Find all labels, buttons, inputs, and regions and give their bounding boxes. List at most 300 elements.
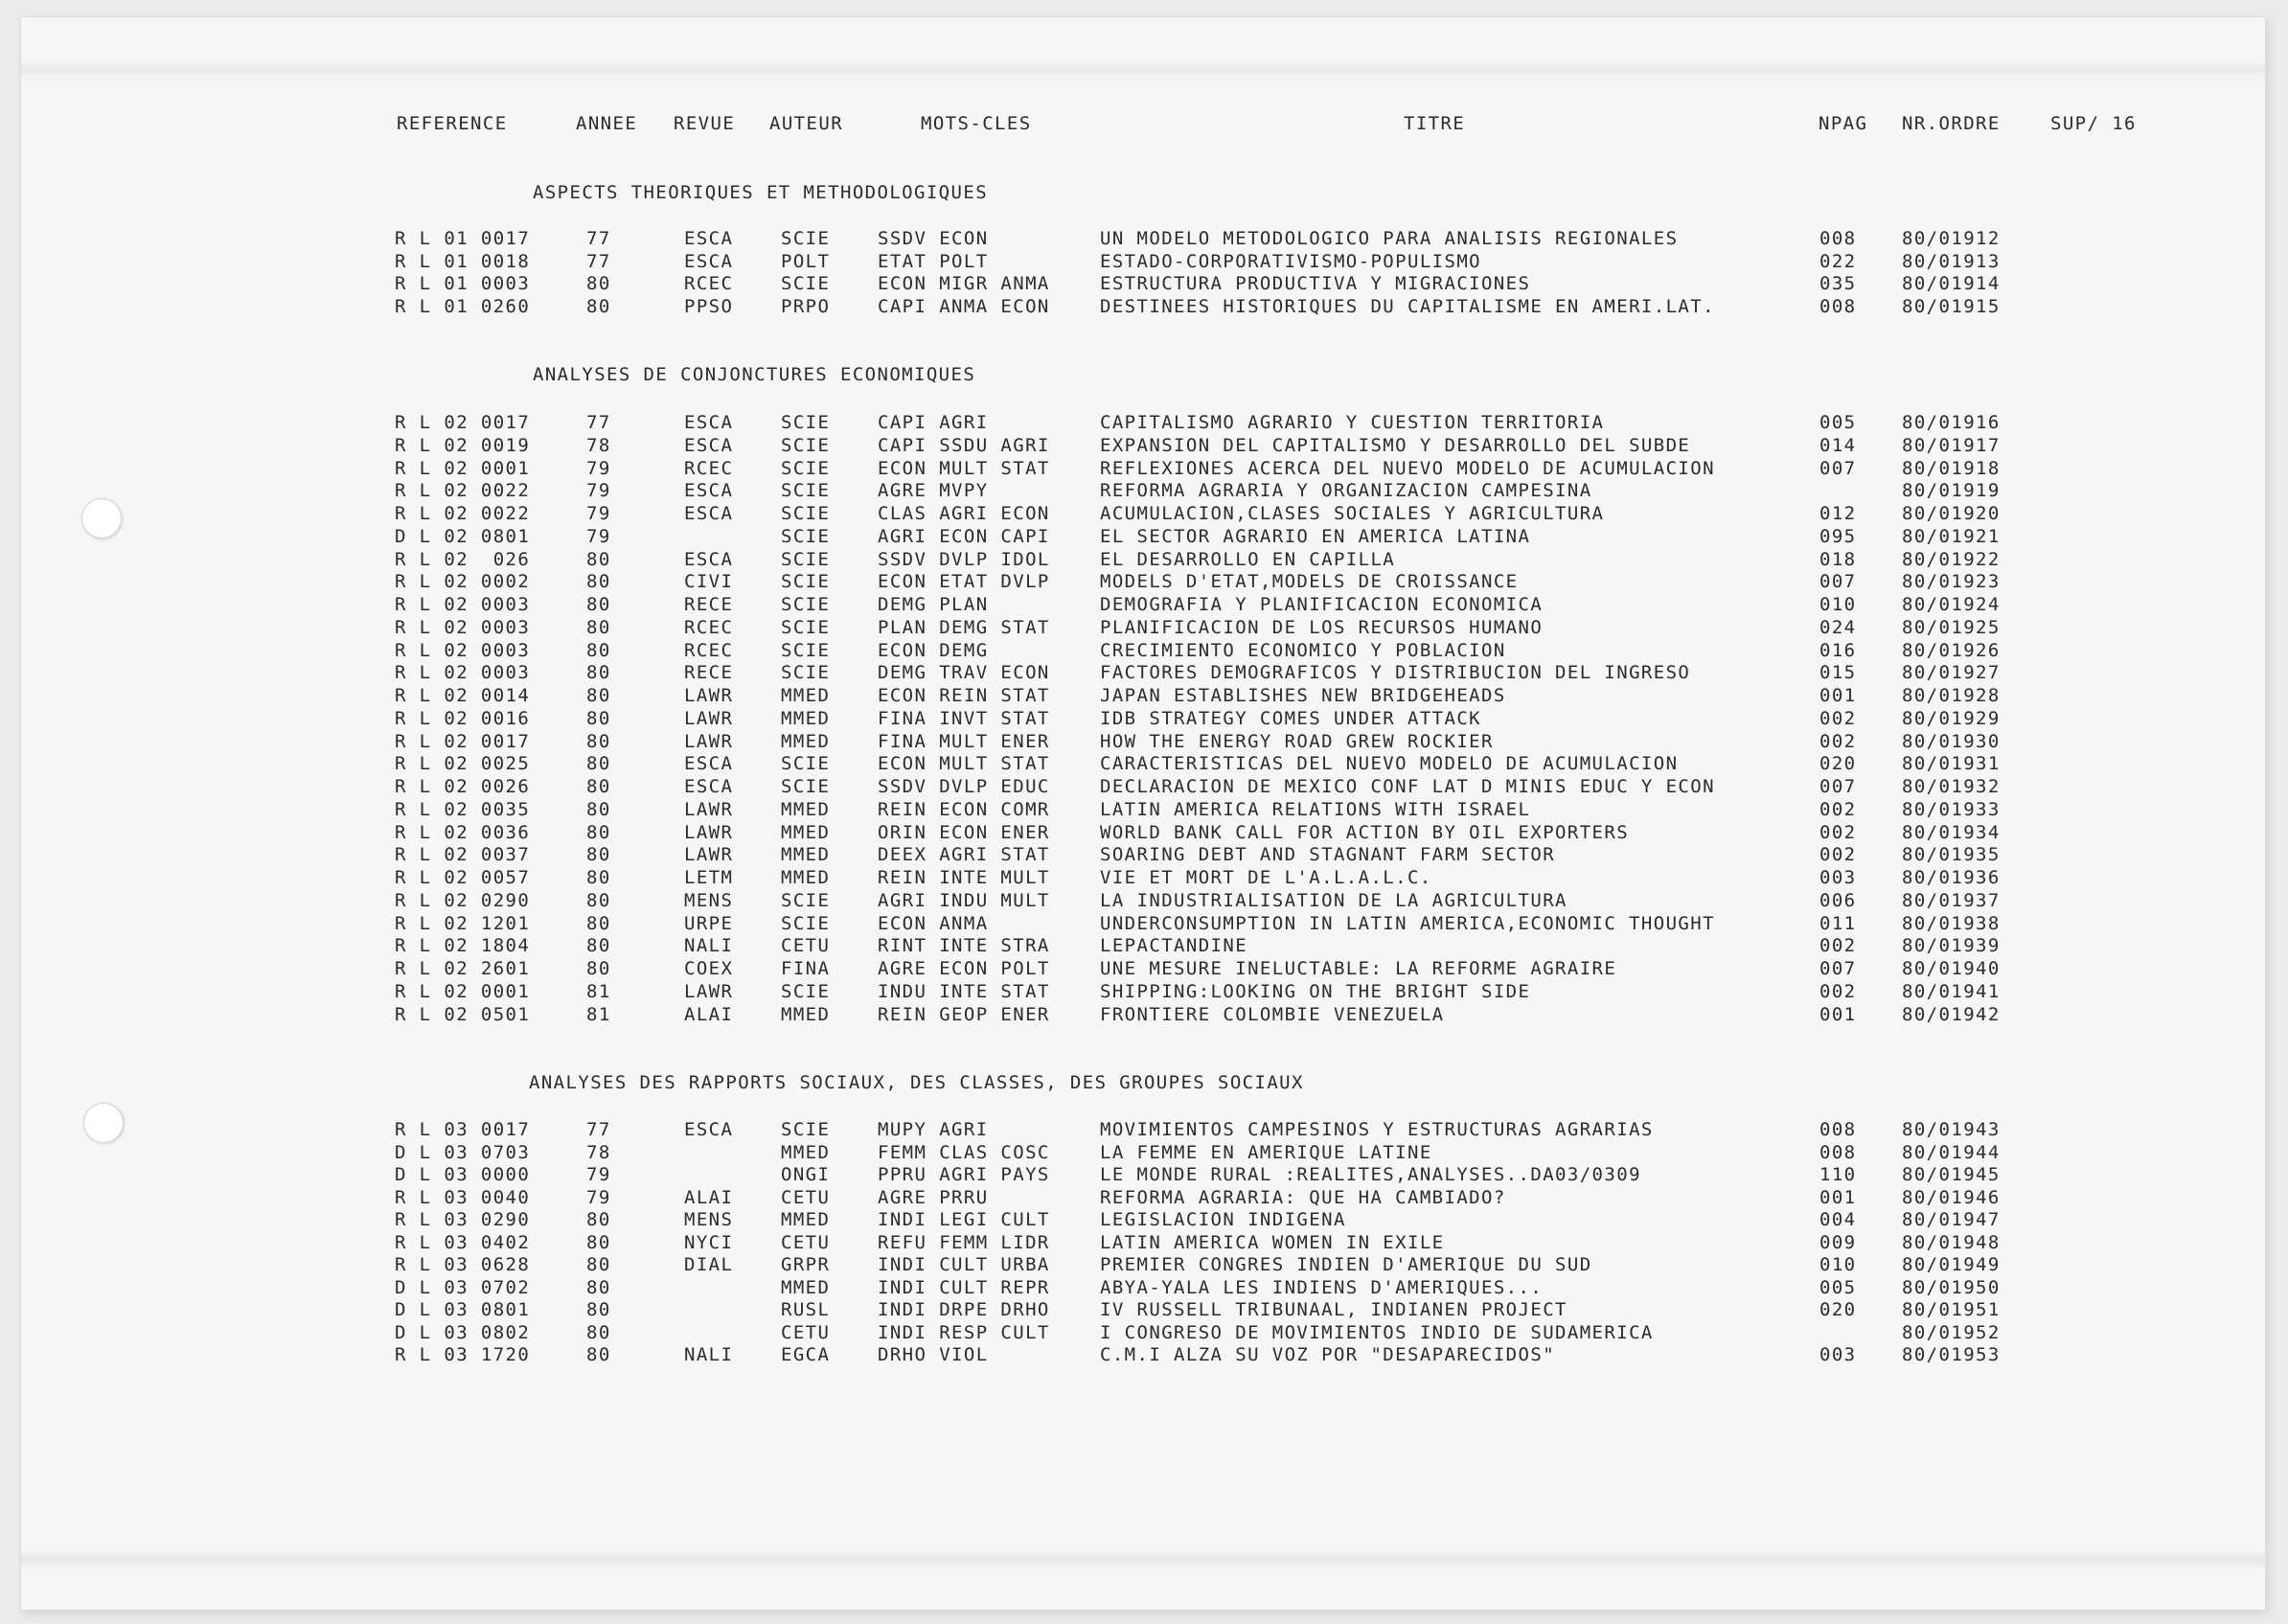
cell-ordre: 80/01935 (1902, 844, 2001, 866)
cell-titre: LA FEMME EN AMERIQUE LATINE (1100, 1141, 1432, 1163)
cell-auteur: SCIE (781, 571, 831, 593)
cell-mots: FINA INVT STAT (878, 707, 1050, 729)
cell-annee: 81 (586, 1003, 611, 1025)
cell-ref: R L 02 0002 (395, 571, 531, 593)
cell-ref: R L 01 0018 (395, 250, 531, 272)
cell-annee: 80 (586, 889, 611, 911)
cell-revue: ESCA (684, 480, 734, 502)
cell-revue: ESCA (684, 250, 734, 272)
cell-npag: 002 (1819, 844, 1857, 866)
cell-ordre: 80/01949 (1902, 1254, 2001, 1275)
cell-mots: ECON DEMG (878, 639, 989, 661)
cell-mots: AGRE PRRU (878, 1186, 989, 1208)
cell-ref: R L 01 0003 (395, 273, 531, 295)
cell-auteur: CETU (781, 1231, 831, 1253)
cell-annee: 80 (586, 1299, 611, 1320)
cell-titre: EXPANSION DEL CAPITALISMO Y DESARROLLO DEL SUBDE (1100, 434, 1691, 456)
cell-mots: CAPI ANMA ECON (878, 295, 1050, 317)
cell-titre: C.M.I ALZA SU VOZ POR "DESAPARECIDOS" (1100, 1344, 1556, 1365)
cell-mots: AGRI INDU MULT (878, 889, 1050, 911)
cell-annee: 80 (586, 844, 611, 866)
cell-annee: 80 (586, 594, 611, 615)
cell-titre: EL DESARROLLO EN CAPILLA (1100, 548, 1396, 570)
cell-ref: D L 03 0000 (395, 1164, 531, 1185)
cell-titre: LATIN AMERICA RELATIONS WITH ISRAEL (1100, 798, 1531, 820)
cell-npag: 006 (1819, 889, 1857, 911)
cell-titre: DEMOGRAFIA Y PLANIFICACION ECONOMICA (1100, 594, 1544, 615)
cell-annee: 79 (586, 503, 611, 524)
cell-ref: R L 02 0003 (395, 594, 531, 615)
cell-titre: CRECIMIENTO ECONOMICO Y POBLACION (1100, 639, 1506, 661)
cell-auteur: SCIE (781, 616, 831, 638)
cell-mots: DEMG PLAN (878, 594, 989, 615)
cell-npag: 003 (1819, 867, 1857, 888)
cell-titre: DECLARACION DE MEXICO CONF LAT D MINIS EDUC Y ECON (1100, 776, 1715, 797)
cell-npag: 007 (1819, 457, 1857, 479)
cell-titre: ESTRUCTURA PRODUCTIVA Y MIGRACIONES (1100, 273, 1531, 295)
cell-titre: PREMIER CONGRES INDIEN D'AMERIQUE DU SUD (1100, 1254, 1592, 1275)
cell-ref: R L 03 0628 (395, 1254, 531, 1275)
cell-ordre: 80/01927 (1902, 662, 2001, 684)
punch-hole-upper (81, 498, 122, 538)
cell-titre: JAPAN ESTABLISHES NEW BRIDGEHEADS (1100, 685, 1506, 706)
header-mots-cles: MOTS-CLES (921, 113, 1032, 134)
cell-annee: 78 (586, 434, 611, 456)
cell-annee: 80 (586, 1321, 611, 1343)
cell-annee: 80 (586, 798, 611, 820)
cell-mots: FINA MULT ENER (878, 730, 1050, 752)
cell-ref: R L 02 026 (395, 548, 531, 570)
cell-revue: RCEC (684, 616, 734, 638)
cell-auteur: GRPR (781, 1254, 831, 1275)
cell-ordre: 80/01934 (1902, 821, 2001, 843)
cell-annee: 80 (586, 639, 611, 661)
cell-npag: 004 (1819, 1209, 1857, 1230)
cell-revue: ESCA (684, 548, 734, 570)
cell-auteur: MMED (781, 821, 831, 843)
cell-revue: CIVI (684, 571, 734, 593)
cell-revue: RCEC (684, 273, 734, 295)
cell-npag: 002 (1819, 730, 1857, 752)
cell-mots: CLAS AGRI ECON (878, 503, 1050, 524)
cell-annee: 77 (586, 228, 611, 249)
cell-ref: R L 03 0017 (395, 1119, 531, 1140)
cell-annee: 77 (586, 250, 611, 272)
cell-ordre: 80/01939 (1902, 935, 2001, 957)
cell-auteur: SCIE (781, 503, 831, 524)
cell-ref: R L 02 0019 (395, 434, 531, 456)
cell-auteur: MMED (781, 707, 831, 729)
cell-ordre: 80/01946 (1902, 1186, 2001, 1208)
cell-mots: DEMG TRAV ECON (878, 662, 1050, 684)
cell-titre: REFORMA AGRARIA: QUE HA CAMBIADO? (1100, 1186, 1506, 1208)
cell-annee: 80 (586, 753, 611, 775)
cell-auteur: MMED (781, 685, 831, 706)
cell-auteur: ONGI (781, 1164, 831, 1185)
cell-annee: 77 (586, 1119, 611, 1140)
cell-mots: INDI CULT REPR (878, 1276, 1050, 1298)
cell-auteur: SCIE (781, 912, 831, 934)
cell-titre: VIE ET MORT DE L'A.L.A.L.C. (1100, 867, 1432, 888)
cell-titre: UN MODELO METODOLOGICO PARA ANALISIS REGIONALES (1100, 228, 1679, 249)
cell-ref: R L 02 0025 (395, 753, 531, 775)
cell-revue: ESCA (684, 228, 734, 249)
cell-ordre: 80/01936 (1902, 867, 2001, 888)
cell-mots: INDI RESP CULT (878, 1321, 1050, 1343)
cell-revue: LETM (684, 867, 734, 888)
cell-ref: R L 02 0037 (395, 844, 531, 866)
cell-ordre: 80/01924 (1902, 594, 2001, 615)
cell-annee: 80 (586, 1254, 611, 1275)
header-reference: REFERENCE (397, 113, 508, 134)
cell-annee: 80 (586, 1231, 611, 1253)
cell-annee: 80 (586, 867, 611, 888)
cell-mots: REFU FEMM LIDR (878, 1231, 1050, 1253)
cell-mots: ORIN ECON ENER (878, 821, 1050, 843)
cell-npag: 035 (1819, 273, 1857, 295)
cell-auteur: RUSL (781, 1299, 831, 1320)
cell-ordre: 80/01928 (1902, 685, 2001, 706)
cell-npag: 011 (1819, 912, 1857, 934)
cell-ordre: 80/01951 (1902, 1299, 2001, 1320)
cell-npag: 007 (1819, 571, 1857, 593)
cell-ordre: 80/01940 (1902, 958, 2001, 979)
cell-revue: ESCA (684, 503, 734, 524)
cell-mots: REIN INTE MULT (878, 867, 1050, 888)
cell-npag: 008 (1819, 1141, 1857, 1163)
cell-annee: 80 (586, 548, 611, 570)
cell-titre: EL SECTOR AGRARIO EN AMERICA LATINA (1100, 525, 1531, 547)
cell-ordre: 80/01932 (1902, 776, 2001, 797)
cell-ordre: 80/01930 (1902, 730, 2001, 752)
cell-npag: 002 (1819, 798, 1857, 820)
cell-titre: REFLEXIONES ACERCA DEL NUEVO MODELO DE ACUMULACION (1100, 457, 1715, 479)
cell-titre: UNE MESURE INELUCTABLE: LA REFORME AGRAIRE (1100, 958, 1617, 979)
cell-revue: COEX (684, 958, 734, 979)
cell-ordre: 80/01919 (1902, 480, 2001, 502)
cell-npag: 022 (1819, 250, 1857, 272)
cell-titre: SHIPPING:LOOKING ON THE BRIGHT SIDE (1100, 980, 1531, 1002)
cell-annee: 80 (586, 935, 611, 957)
cell-npag: 001 (1819, 1186, 1857, 1208)
cell-mots: SSDV ECON (878, 228, 989, 249)
cell-annee: 80 (586, 616, 611, 638)
cell-mots: AGRE ECON POLT (878, 958, 1050, 979)
cell-ref: R L 03 0290 (395, 1209, 531, 1230)
cell-mots: SSDV DVLP IDOL (878, 548, 1050, 570)
cell-auteur: SCIE (781, 980, 831, 1002)
cell-titre: LEPACTANDINE (1100, 935, 1248, 957)
cell-revue: LAWR (684, 980, 734, 1002)
cell-ordre: 80/01950 (1902, 1276, 2001, 1298)
cell-revue: MENS (684, 1209, 734, 1230)
cell-mots: AGRI ECON CAPI (878, 525, 1050, 547)
cell-ordre: 80/01917 (1902, 434, 2001, 456)
cell-mots: DEEX AGRI STAT (878, 844, 1050, 866)
cell-auteur: SCIE (781, 228, 831, 249)
header-annee: ANNEE (576, 113, 638, 134)
cell-ordre: 80/01945 (1902, 1164, 2001, 1185)
cell-ordre: 80/01918 (1902, 457, 2001, 479)
cell-auteur: FINA (781, 958, 831, 979)
cell-revue: RCEC (684, 639, 734, 661)
cell-mots: ECON REIN STAT (878, 685, 1050, 706)
cell-auteur: POLT (781, 250, 831, 272)
cell-ordre: 80/01943 (1902, 1119, 2001, 1140)
cell-ref: R L 02 0017 (395, 730, 531, 752)
cell-ref: R L 03 0040 (395, 1186, 531, 1208)
cell-titre: ESTADO-CORPORATIVISMO-POPULISMO (1100, 250, 1482, 272)
cell-annee: 80 (586, 273, 611, 295)
cell-titre: WORLD BANK CALL FOR ACTION BY OIL EXPORTERS (1100, 821, 1630, 843)
cell-annee: 80 (586, 1344, 611, 1365)
cell-titre: LE MONDE RURAL :REALITES,ANALYSES..DA03/0309 (1100, 1164, 1641, 1185)
cell-ref: R L 02 0035 (395, 798, 531, 820)
cell-npag: 110 (1819, 1164, 1857, 1185)
cell-mots: ETAT POLT (878, 250, 989, 272)
header-revue: REVUE (674, 113, 736, 134)
cell-revue: RECE (684, 594, 734, 615)
cell-auteur: SCIE (781, 434, 831, 456)
cell-annee: 79 (586, 525, 611, 547)
cell-npag: 001 (1819, 1003, 1857, 1025)
cell-revue: ESCA (684, 1119, 734, 1140)
cell-auteur: CETU (781, 1321, 831, 1343)
cell-revue: DIAL (684, 1254, 734, 1275)
cell-ordre: 80/01916 (1902, 412, 2001, 433)
cell-annee: 80 (586, 730, 611, 752)
cell-revue: NYCI (684, 1231, 734, 1253)
cell-ordre: 80/01923 (1902, 571, 2001, 593)
cell-ref: R L 01 0260 (395, 295, 531, 317)
cell-ref: R L 02 0057 (395, 867, 531, 888)
cell-ref: R L 02 0016 (395, 707, 531, 729)
cell-auteur: CETU (781, 1186, 831, 1208)
cell-titre: FACTORES DEMOGRAFICOS Y DISTRIBUCION DEL INGRESO (1100, 662, 1691, 684)
cell-ref: R L 02 0022 (395, 503, 531, 524)
cell-titre: CARACTERISTICAS DEL NUEVO MODELO DE ACUMULACION (1100, 753, 1679, 775)
cell-mots: REIN GEOP ENER (878, 1003, 1050, 1025)
cell-npag: 020 (1819, 1299, 1857, 1320)
cell-auteur: SCIE (781, 412, 831, 433)
cell-annee: 80 (586, 912, 611, 934)
cell-mots: CAPI AGRI (878, 412, 989, 433)
cell-titre: PLANIFICACION DE LOS RECURSOS HUMANO (1100, 616, 1544, 638)
cell-revue: LAWR (684, 707, 734, 729)
cell-revue: MENS (684, 889, 734, 911)
cell-npag: 007 (1819, 958, 1857, 979)
cell-mots: CAPI SSDU AGRI (878, 434, 1050, 456)
cell-titre: HOW THE ENERGY ROAD GREW ROCKIER (1100, 730, 1494, 752)
cell-annee: 80 (586, 1276, 611, 1298)
cell-annee: 80 (586, 1209, 611, 1230)
cell-ordre: 80/01912 (1902, 228, 2001, 249)
section-title: ASPECTS THEORIQUES ET METHODOLOGIQUES (533, 182, 989, 203)
cell-titre: IDB STRATEGY COMES UNDER ATTACK (1100, 707, 1482, 729)
cell-auteur: MMED (781, 1209, 831, 1230)
cell-npag: 010 (1819, 594, 1857, 615)
cell-revue: LAWR (684, 844, 734, 866)
cell-auteur: MMED (781, 730, 831, 752)
cell-revue: RCEC (684, 457, 734, 479)
cell-ref: R L 02 0001 (395, 980, 531, 1002)
cell-ordre: 80/01925 (1902, 616, 2001, 638)
cell-annee: 78 (586, 1141, 611, 1163)
cell-npag: 024 (1819, 616, 1857, 638)
cell-titre: LEGISLACION INDIGENA (1100, 1209, 1346, 1230)
cell-ref: R L 02 0001 (395, 457, 531, 479)
cell-revue: LAWR (684, 821, 734, 843)
cell-npag: 012 (1819, 503, 1857, 524)
cell-mots: MUPY AGRI (878, 1119, 989, 1140)
cell-auteur: MMED (781, 867, 831, 888)
cell-titre: MODELS D'ETAT,MODELS DE CROISSANCE (1100, 571, 1519, 593)
cell-npag: 010 (1819, 1254, 1857, 1275)
cell-annee: 80 (586, 571, 611, 593)
cell-auteur: CETU (781, 935, 831, 957)
cell-mots: DRHO VIOL (878, 1344, 989, 1365)
cell-titre: I CONGRESO DE MOVIMIENTOS INDIO DE SUDAMERICA (1100, 1321, 1654, 1343)
cell-npag: 005 (1819, 412, 1857, 433)
cell-ordre: 80/01915 (1902, 295, 2001, 317)
cell-ref: R L 02 1804 (395, 935, 531, 957)
cell-npag: 095 (1819, 525, 1857, 547)
cell-mots: ECON MULT STAT (878, 753, 1050, 775)
cell-ordre: 80/01913 (1902, 250, 2001, 272)
cell-ref: R L 03 1720 (395, 1344, 531, 1365)
cell-mots: ECON ANMA (878, 912, 989, 934)
cell-npag: 018 (1819, 548, 1857, 570)
cell-auteur: MMED (781, 1141, 831, 1163)
cell-ordre: 80/01926 (1902, 639, 2001, 661)
cell-annee: 80 (586, 295, 611, 317)
cell-npag: 007 (1819, 776, 1857, 797)
cell-ref: R L 02 0014 (395, 685, 531, 706)
cell-revue: ESCA (684, 753, 734, 775)
section-title: ANALYSES DES RAPPORTS SOCIAUX, DES CLASSES, DES GROUPES SOCIAUX (529, 1072, 1304, 1093)
cell-annee: 80 (586, 662, 611, 684)
cell-ordre: 80/01953 (1902, 1344, 2001, 1365)
cell-revue: PPSO (684, 295, 734, 317)
cell-auteur: SCIE (781, 480, 831, 502)
cell-npag: 002 (1819, 821, 1857, 843)
cell-ordre: 80/01948 (1902, 1231, 2001, 1253)
cell-auteur: SCIE (781, 1119, 831, 1140)
cell-ref: D L 03 0703 (395, 1141, 531, 1163)
cell-titre: MOVIMIENTOS CAMPESINOS Y ESTRUCTURAS AGRARIAS (1100, 1119, 1654, 1140)
cell-revue: RECE (684, 662, 734, 684)
cell-revue: ESCA (684, 412, 734, 433)
cell-annee: 79 (586, 480, 611, 502)
header-npag: NPAG (1819, 113, 1868, 134)
cell-ordre: 80/01938 (1902, 912, 2001, 934)
cell-ordre: 80/01944 (1902, 1141, 2001, 1163)
cell-npag: 015 (1819, 662, 1857, 684)
cell-titre: SOARING DEBT AND STAGNANT FARM SECTOR (1100, 844, 1556, 866)
cell-auteur: MMED (781, 1276, 831, 1298)
cell-ref: D L 03 0702 (395, 1276, 531, 1298)
cell-npag: 008 (1819, 228, 1857, 249)
cell-titre: CAPITALISMO AGRARIO Y CUESTION TERRITORIA (1100, 412, 1605, 433)
cell-revue: URPE (684, 912, 734, 934)
cell-npag: 008 (1819, 295, 1857, 317)
cell-npag: 002 (1819, 980, 1857, 1002)
cell-mots: INDI CULT URBA (878, 1254, 1050, 1275)
cell-npag: 003 (1819, 1344, 1857, 1365)
cell-mots: PPRU AGRI PAYS (878, 1164, 1050, 1185)
cell-auteur: SCIE (781, 594, 831, 615)
header-sup: SUP/ 16 (2050, 113, 2137, 134)
cell-ref: D L 02 0801 (395, 525, 531, 547)
cell-ref: R L 02 0003 (395, 639, 531, 661)
cell-revue: LAWR (684, 685, 734, 706)
cell-revue: ALAI (684, 1186, 734, 1208)
cell-mots: AGRE MVPY (878, 480, 989, 502)
cell-auteur: SCIE (781, 889, 831, 911)
cell-auteur: SCIE (781, 273, 831, 295)
cell-annee: 79 (586, 457, 611, 479)
cell-revue: ESCA (684, 776, 734, 797)
cell-ref: R L 02 0003 (395, 662, 531, 684)
cell-auteur: MMED (781, 844, 831, 866)
cell-auteur: MMED (781, 1003, 831, 1025)
cell-auteur: SCIE (781, 753, 831, 775)
cell-annee: 77 (586, 412, 611, 433)
cell-annee: 80 (586, 707, 611, 729)
cell-titre: IV RUSSELL TRIBUNAAL, INDIANEN PROJECT (1100, 1299, 1567, 1320)
cell-auteur: SCIE (781, 525, 831, 547)
cell-ref: R L 02 0036 (395, 821, 531, 843)
punch-hole-lower (83, 1103, 124, 1143)
paper-fold-bottom (21, 1550, 2265, 1569)
section-title: ANALYSES DE CONJONCTURES ECONOMIQUES (533, 364, 976, 385)
cell-titre: UNDERCONSUMPTION IN LATIN AMERICA,ECONOMIC THOUGHT (1100, 912, 1715, 934)
cell-ref: R L 02 0026 (395, 776, 531, 797)
cell-revue: ESCA (684, 434, 734, 456)
cell-auteur: SCIE (781, 662, 831, 684)
cell-npag: 002 (1819, 707, 1857, 729)
cell-auteur: MMED (781, 798, 831, 820)
cell-npag: 020 (1819, 753, 1857, 775)
cell-ordre: 80/01937 (1902, 889, 2001, 911)
cell-ref: D L 03 0801 (395, 1299, 531, 1320)
cell-annee: 80 (586, 776, 611, 797)
cell-ref: R L 02 2601 (395, 958, 531, 979)
cell-annee: 80 (586, 821, 611, 843)
cell-npag: 001 (1819, 685, 1857, 706)
cell-ref: D L 03 0802 (395, 1321, 531, 1343)
cell-ref: R L 01 0017 (395, 228, 531, 249)
cell-mots: RINT INTE STRA (878, 935, 1050, 957)
header-titre: TITRE (1404, 113, 1466, 134)
cell-mots: SSDV DVLP EDUC (878, 776, 1050, 797)
cell-titre: LATIN AMERICA WOMEN IN EXILE (1100, 1231, 1445, 1253)
cell-ordre: 80/01941 (1902, 980, 2001, 1002)
cell-ordre: 80/01933 (1902, 798, 2001, 820)
header-nr-ordre: NR.ORDRE (1902, 113, 2001, 134)
cell-mots: INDI DRPE DRHO (878, 1299, 1050, 1320)
cell-ordre: 80/01942 (1902, 1003, 2001, 1025)
cell-annee: 79 (586, 1186, 611, 1208)
header-auteur: AUTEUR (769, 113, 844, 134)
cell-ref: R L 03 0402 (395, 1231, 531, 1253)
cell-auteur: SCIE (781, 548, 831, 570)
cell-mots: ECON ETAT DVLP (878, 571, 1050, 593)
cell-mots: INDI LEGI CULT (878, 1209, 1050, 1230)
cell-mots: ECON MULT STAT (878, 457, 1050, 479)
cell-ordre: 80/01914 (1902, 273, 2001, 295)
cell-ordre: 80/01952 (1902, 1321, 2001, 1343)
